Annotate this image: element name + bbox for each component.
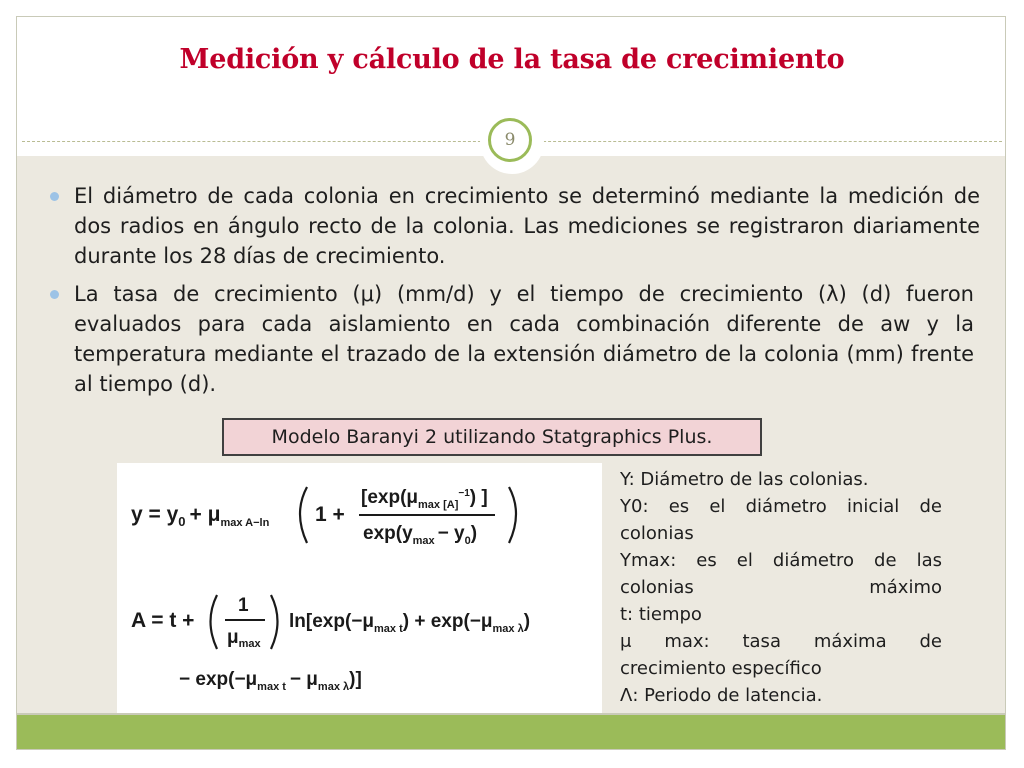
svg-text:− exp(−μmax t− μmax λ)]: − $\exp(-\mu_{max t} - \mu_{max \lambda})$] <box>179 669 362 693</box>
bullet-text: La tasa de crecimiento (μ) (mm/d) y el tiempo de crecimiento (λ) (d) fueron evaluados para cada aislamiento en cada combinación diferente de aw y la temperatura mediante el trazado de la extensión diámetro de la colonia (mm) frente al tiempo (d). <box>74 282 974 396</box>
footer-bar <box>17 715 1005 749</box>
svg-text:1: 1 <box>238 595 249 616</box>
svg-text:y = y0+ μmax A−ln: $y = y_0 + \mu_{max A-ln}$ <box>131 503 270 529</box>
legend-line: colonias máximo <box>620 577 942 598</box>
paren-right <box>509 487 516 543</box>
bullet-dot-icon <box>50 192 59 201</box>
page-number-badge: 9 <box>488 118 532 162</box>
paren-left-2 <box>211 595 218 649</box>
baranyi-formula-image <box>117 463 602 713</box>
bullet-text: El diámetro de cada colonia en crecimiento se determinó mediante la medición de dos radios en ángulo recto de la colonia. Las mediciones se registraron diariamente durante los 28 días de crecimiento. <box>74 184 980 268</box>
variable-legend <box>620 466 942 709</box>
bullet-item-growth-rate <box>44 279 974 399</box>
legend-line: Λ: Periodo de latencia. <box>620 685 823 706</box>
bullet-dot-icon <box>50 290 59 299</box>
bullet-list <box>44 181 984 399</box>
legend-line: μ max: tasa máxima de <box>620 631 942 652</box>
legend-line: crecimiento específico <box>620 658 822 679</box>
svg-text:ln[exp(−μmax t) + exp(−μmax λ): $\ln[\exp(-\mu_{max t}) + \exp(-\mu_{max \lambda})$ <box>289 611 531 635</box>
legend-line: Y0: es el diámetro inicial de <box>620 496 942 517</box>
legend-line: colonias <box>620 523 694 544</box>
svg-text:exp(ymax− y0): $\exp(y_{max} - y_0)$ <box>363 523 478 547</box>
svg-text:[exp(μmax [A]−1) ]: [$\exp(\mu_{max [A]}^{-1})$ ] <box>361 487 488 511</box>
formula-eq1-left: y = y <box>131 503 179 526</box>
formula-eq2-left: A = t + <box>131 609 195 632</box>
slide-title: Medición y cálculo de la tasa de crecimiento <box>179 44 845 75</box>
formula-one-plus: 1 + <box>315 503 345 526</box>
bullet-item-measurement <box>44 181 980 271</box>
model-label-box: Modelo Baranyi 2 utilizando Statgraphics Plus. <box>222 418 762 456</box>
legend-line: Ymax: es el diámetro de las <box>620 550 942 571</box>
legend-line: t: tiempo <box>620 604 702 625</box>
legend-line: Y: Diámetro de las colonias. <box>620 469 869 490</box>
svg-text:μmax: $\mu_{max}$ <box>227 627 261 650</box>
paren-left <box>300 487 307 543</box>
paren-right-2 <box>271 595 278 649</box>
